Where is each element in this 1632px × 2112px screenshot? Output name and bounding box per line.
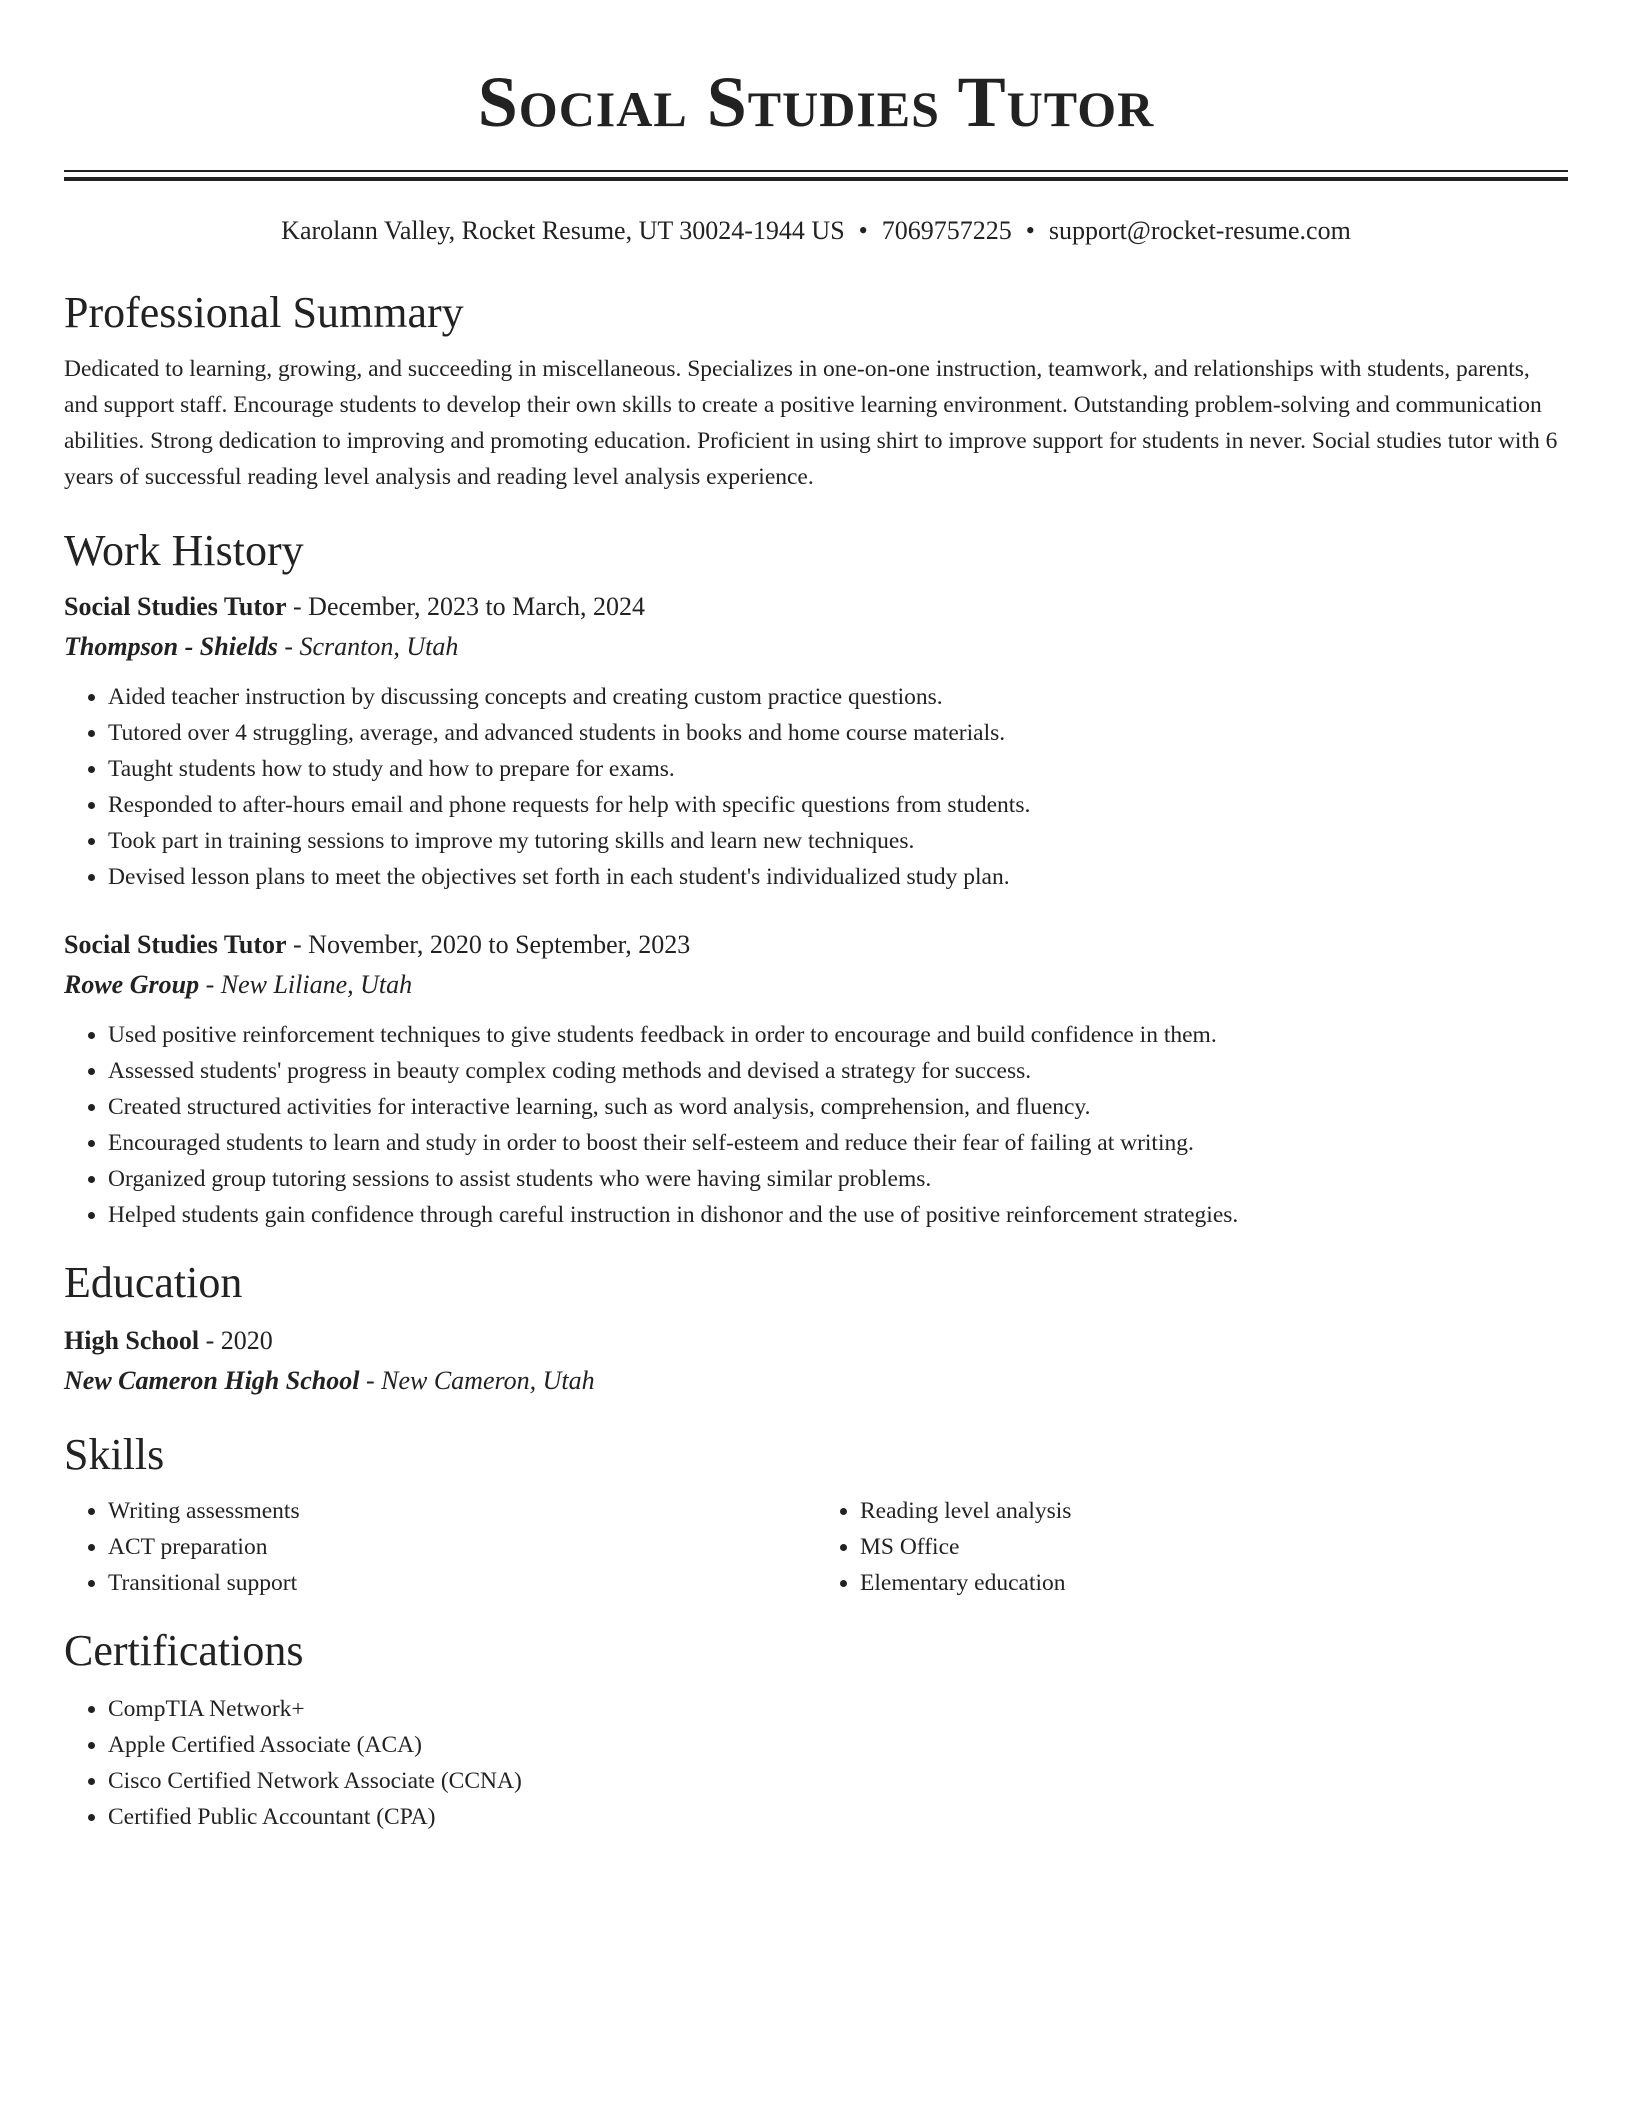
list-item: • Aided teacher instruction by discussing concepts and creating custom practice questions. xyxy=(108,679,1568,715)
contact-email: support@rocket-resume.com xyxy=(1048,216,1351,245)
list-item: • Writing assessments xyxy=(108,1493,816,1529)
skills-grid xyxy=(64,1493,1568,1601)
education-school-line xyxy=(64,1361,1568,1401)
job-company: Thompson - Shields xyxy=(64,632,278,661)
resume-name: Social Studies Tutor xyxy=(477,62,1155,142)
certifications-list xyxy=(64,1691,1568,1835)
section-title-work: Work History xyxy=(64,526,304,575)
list-item: • Used positive reinforcement techniques to give students feedback in order to encourage and build confidence in them. xyxy=(108,1017,1568,1053)
list-item: • Tutored over 4 struggling, average, and advanced students in books and home course materials. xyxy=(108,715,1568,751)
list-item: • Reading level analysis xyxy=(860,1493,1568,1529)
summary-text: Dedicated to learning, growing, and succeeding in miscellaneous. Specializes in one-on-one instruction, teamwork, and relationships with students, parents, and support staff. Encourage students to develop their own skills to create a positive learning environment. Outstanding problem-solving and communication abilities. Strong dedication to improving and promoting education. Proficient in using shirt to improve support for students in never. Social studies tutor with 6 years of successful reading level analysis and reading level analysis experience. xyxy=(64,356,1558,490)
list-item: • Took part in training sessions to improve my tutoring skills and learn new techniques. xyxy=(108,823,1568,859)
job-title-line xyxy=(64,925,1568,965)
education-degree-line xyxy=(64,1321,1568,1361)
section-title-summary: Professional Summary xyxy=(64,288,464,337)
job-entry xyxy=(64,925,1568,1233)
education-degree: High School xyxy=(64,1326,200,1355)
contact-address: Karolann Valley, Rocket Resume, UT 30024-1944 US xyxy=(281,216,845,245)
section-title-skills: Skills xyxy=(64,1430,165,1479)
list-item: • CompTIA Network+ xyxy=(108,1691,1568,1727)
job-bullets xyxy=(64,1017,1568,1233)
education-location: - New Cameron, Utah xyxy=(359,1366,595,1395)
job-entry xyxy=(64,587,1568,895)
job-title-line xyxy=(64,587,1568,627)
contact-line xyxy=(64,213,1568,249)
list-item: • Elementary education xyxy=(860,1565,1568,1601)
job-company: Rowe Group xyxy=(64,970,200,999)
job-role: Social Studies Tutor xyxy=(64,930,287,959)
list-item: • Transitional support xyxy=(108,1565,816,1601)
header-divider xyxy=(64,170,1568,181)
education-entry xyxy=(64,1321,1568,1401)
education-school: New Cameron High School xyxy=(64,1366,360,1395)
contact-phone: 7069757225 xyxy=(881,216,1012,245)
job-dates: - December, 2023 to March, 2024 xyxy=(286,592,646,621)
list-item: • Assessed students' progress in beauty complex coding methods and devised a strategy for success. xyxy=(108,1053,1568,1089)
list-item: • Devised lesson plans to meet the objectives set forth in each student's individualized study plan. xyxy=(108,859,1568,895)
job-location: - New Liliane, Utah xyxy=(199,970,413,999)
list-item: • ACT preparation xyxy=(108,1529,816,1565)
contact-separator: • xyxy=(858,216,868,245)
list-item: • Encouraged students to learn and study in order to boost their self-esteem and reduce their fear of failing at writing. xyxy=(108,1125,1568,1161)
job-company-line xyxy=(64,965,1568,1005)
job-location: - Scranton, Utah xyxy=(277,632,459,661)
list-item: • Responded to after-hours email and phone requests for help with specific questions from students. xyxy=(108,787,1568,823)
list-item: • Taught students how to study and how to prepare for exams. xyxy=(108,751,1568,787)
list-item: • Certified Public Accountant (CPA) xyxy=(108,1799,1568,1835)
job-bullets xyxy=(64,679,1568,895)
job-dates: - November, 2020 to September, 2023 xyxy=(286,930,691,959)
list-item: • Created structured activities for interactive learning, such as word analysis, comprehension, and fluency. xyxy=(108,1089,1568,1125)
list-item: • MS Office xyxy=(860,1529,1568,1565)
education-year: - 2020 xyxy=(199,1326,273,1355)
job-company-line xyxy=(64,627,1568,667)
job-role: Social Studies Tutor xyxy=(64,592,287,621)
section-title-certifications: Certifications xyxy=(64,1626,304,1675)
list-item: • Cisco Certified Network Associate (CCNA) xyxy=(108,1763,1568,1799)
skills-column-right xyxy=(816,1493,1568,1601)
skills-column-left xyxy=(64,1493,816,1601)
list-item: • Organized group tutoring sessions to assist students who were having similar problems. xyxy=(108,1161,1568,1197)
contact-separator: • xyxy=(1025,216,1035,245)
section-title-education: Education xyxy=(64,1258,243,1307)
list-item: • Apple Certified Associate (ACA) xyxy=(108,1727,1568,1763)
list-item: • Helped students gain confidence through careful instruction in dishonor and the use of positive reinforcement strategies. xyxy=(108,1197,1568,1233)
